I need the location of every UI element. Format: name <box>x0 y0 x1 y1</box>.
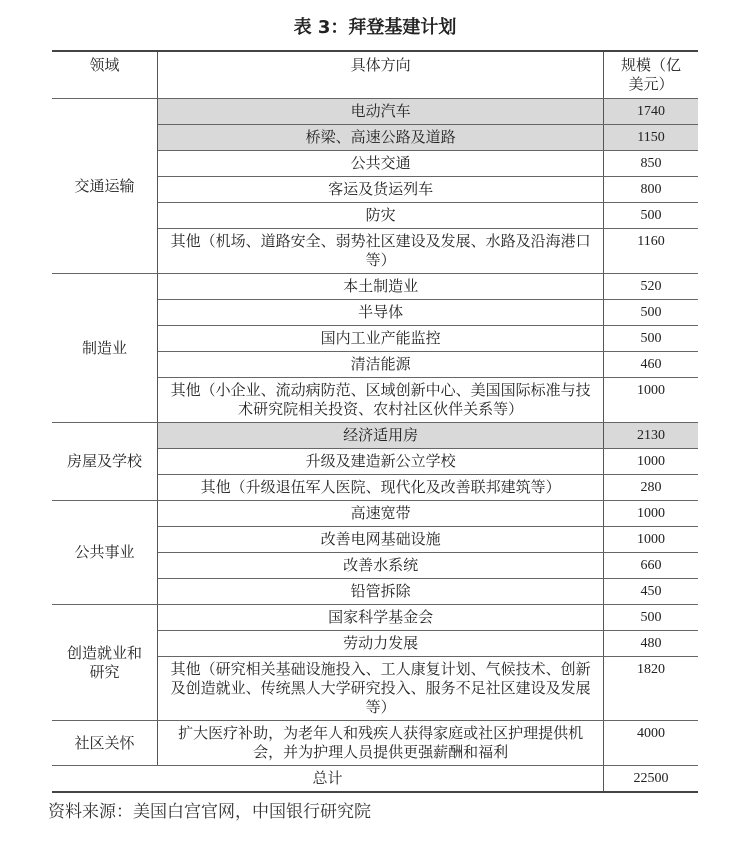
direction-cell: 其他（小企业、流动病防范、区域创新中心、美国国际标准与技术研究院相关投资、农村社区伙伴关系等） <box>158 378 604 423</box>
table-row <box>52 99 698 125</box>
direction-cell: 改善水系统 <box>158 553 604 579</box>
header-domain: 领域 <box>52 51 158 99</box>
direction-cell: 改善电网基础设施 <box>158 527 604 553</box>
value-cell: 1000 <box>604 378 698 423</box>
direction-cell: 高速宽带 <box>158 501 604 527</box>
value-cell: 500 <box>604 605 698 631</box>
direction-cell: 国家科学基金会 <box>158 605 604 631</box>
direction-cell: 升级及建造新公立学校 <box>158 449 604 475</box>
value-cell: 1000 <box>604 449 698 475</box>
direction-cell: 公共交通 <box>158 151 604 177</box>
infrastructure-plan-table <box>52 50 698 793</box>
table-row <box>52 721 698 766</box>
domain-cell: 创造就业和研究 <box>52 605 158 721</box>
value-cell: 1000 <box>604 501 698 527</box>
value-cell: 1740 <box>604 99 698 125</box>
domain-cell: 社区关怀 <box>52 721 158 766</box>
direction-cell: 国内工业产能监控 <box>158 326 604 352</box>
value-cell: 460 <box>604 352 698 378</box>
value-cell: 800 <box>604 177 698 203</box>
direction-cell: 其他（机场、道路安全、弱势社区建设及发展、水路及沿海港口等） <box>158 229 604 274</box>
value-cell: 480 <box>604 631 698 657</box>
value-cell: 500 <box>604 326 698 352</box>
total-value: 22500 <box>604 766 698 793</box>
value-cell: 2130 <box>604 423 698 449</box>
total-label: 总计 <box>52 766 604 793</box>
direction-cell: 本土制造业 <box>158 274 604 300</box>
value-cell: 660 <box>604 553 698 579</box>
domain-cell: 制造业 <box>52 274 158 423</box>
value-cell: 1000 <box>604 527 698 553</box>
table-row <box>52 501 698 527</box>
value-cell: 450 <box>604 579 698 605</box>
header-value: 规模（亿美元） <box>604 51 698 99</box>
direction-cell: 清洁能源 <box>158 352 604 378</box>
direction-cell: 客运及货运列车 <box>158 177 604 203</box>
table-title: 表 3：拜登基建计划 <box>293 17 457 38</box>
table-row <box>52 605 698 631</box>
direction-cell: 电动汽车 <box>158 99 604 125</box>
direction-cell: 经济适用房 <box>158 423 604 449</box>
table-row <box>52 274 698 300</box>
direction-cell: 半导体 <box>158 300 604 326</box>
table-row <box>52 423 698 449</box>
domain-cell: 房屋及学校 <box>52 423 158 501</box>
domain-cell: 交通运输 <box>52 99 158 274</box>
total-row <box>52 766 698 793</box>
source-note: 资料来源：美国白宫官网，中国银行研究院 <box>48 802 371 822</box>
value-cell: 1150 <box>604 125 698 151</box>
value-cell: 1160 <box>604 229 698 274</box>
value-cell: 4000 <box>604 721 698 766</box>
direction-cell: 铅管拆除 <box>158 579 604 605</box>
header-direction: 具体方向 <box>158 51 604 99</box>
domain-cell: 公共事业 <box>52 501 158 605</box>
direction-cell: 桥梁、高速公路及道路 <box>158 125 604 151</box>
direction-cell: 其他（研究相关基础设施投入、工人康复计划、气候技术、创新及创造就业、传统黑人大学研究投入、服务不足社区建设及发展等） <box>158 657 604 721</box>
table-header-row <box>52 51 698 99</box>
value-cell: 500 <box>604 300 698 326</box>
value-cell: 500 <box>604 203 698 229</box>
direction-cell: 防灾 <box>158 203 604 229</box>
direction-cell: 扩大医疗补助，为老年人和残疾人获得家庭或社区护理提供机会，并为护理人员提供更强薪酬和福利 <box>158 721 604 766</box>
value-cell: 520 <box>604 274 698 300</box>
direction-cell: 其他（升级退伍军人医院、现代化及改善联邦建筑等） <box>158 475 604 501</box>
value-cell: 850 <box>604 151 698 177</box>
value-cell: 1820 <box>604 657 698 721</box>
value-cell: 280 <box>604 475 698 501</box>
direction-cell: 劳动力发展 <box>158 631 604 657</box>
